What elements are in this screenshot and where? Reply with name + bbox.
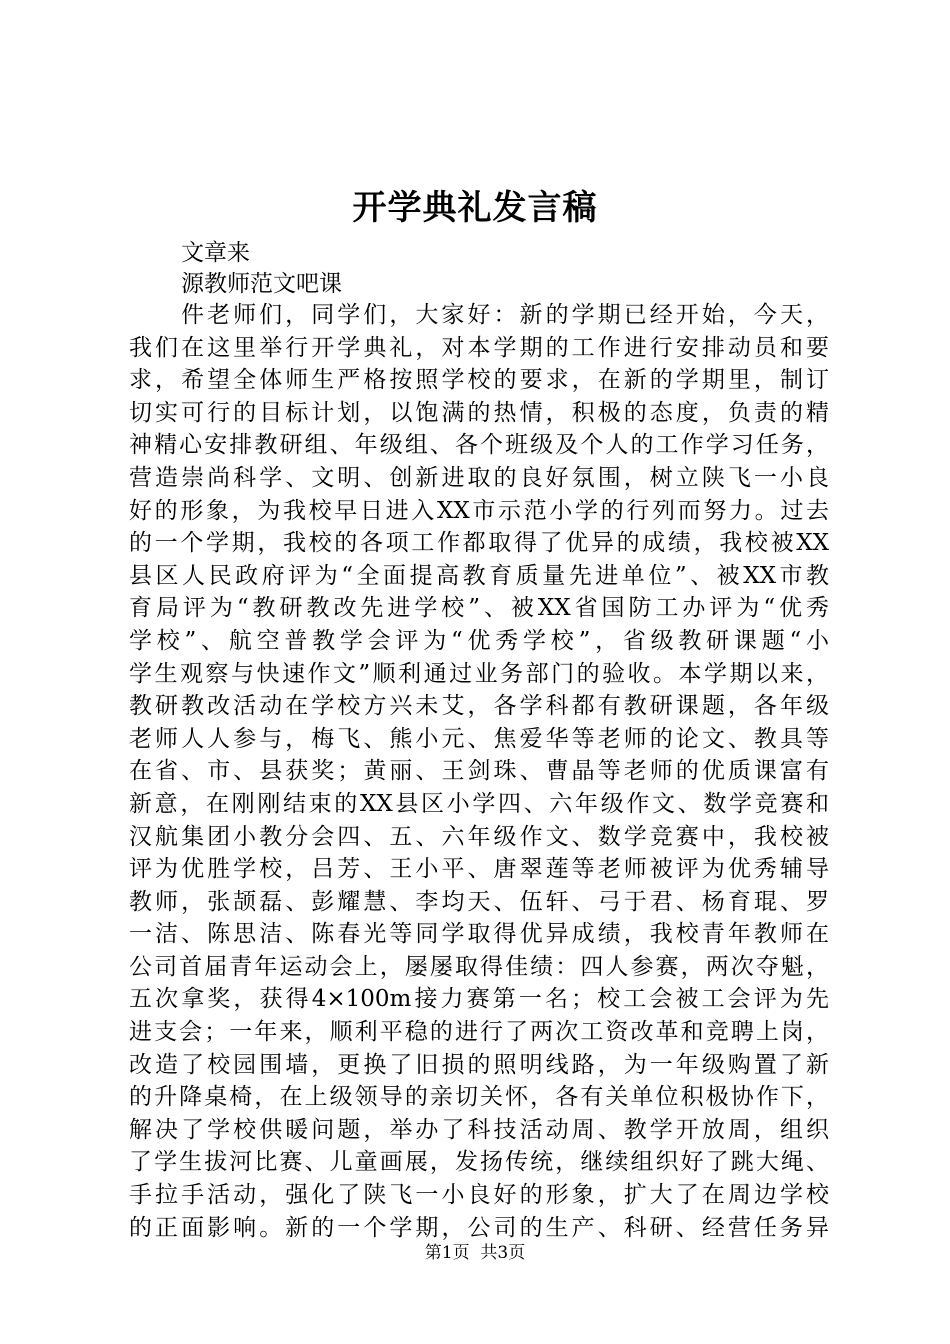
body-line: 县区人民政府评为“全面提高教育质量先进单位”、被XX市教 xyxy=(129,562,829,589)
body-paragraph xyxy=(129,299,829,1244)
body-line: 进支会；一年来，顺利平稳的进行了两次工资改革和竞聘上岗， xyxy=(129,1019,829,1046)
body-line: 教研教改活动在学校方兴未艾，各学科都有教研课题，各年级 xyxy=(129,693,829,720)
document-title: 开学典礼发言稿 xyxy=(352,188,598,228)
body-line: 手拉手活动，强化了陕飞一小良好的形象，扩大了在周边学校 xyxy=(129,1182,829,1209)
body-line: 营造崇尚科学、文明、创新进取的良好氛围，树立陕飞一小良 xyxy=(129,464,829,491)
body-line: 的升降桌椅，在上级领导的亲切关怀，各有关单位积极协作下， xyxy=(129,1084,829,1111)
body-line: 好的形象，为我校早日进入XX市示范小学的行列而努力。过去 xyxy=(129,497,829,524)
body-line: 一洁、陈思洁、陈春光等同学取得优异成绩，我校青年教师在 xyxy=(129,921,829,948)
body-line: 育局评为“教研教改先进学校”、被XX省国防工办评为“优秀 xyxy=(129,595,829,622)
body-line: 求，希望全体师生严格按照学校的要求，在新的学期里，制订 xyxy=(129,367,829,394)
page-number: 第1页 共3页 xyxy=(424,1243,526,1263)
body-line: 的正面影响。新的一个学期，公司的生产、科研、经营任务异 xyxy=(129,1214,829,1241)
body-line: 在省、市、县获奖；黄丽、王剑珠、曹晶等老师的优质课富有 xyxy=(129,758,829,785)
body-line: 学生观察与快速作文”顺利通过业务部门的验收。本学期以来， xyxy=(129,660,829,687)
body-line: 公司首届青年运动会上，屡屡取得佳绩：四人参赛，两次夺魁， xyxy=(129,953,829,980)
body-line: 评为优胜学校，吕芳、王小平、唐翠莲等老师被评为优秀辅导 xyxy=(129,856,829,883)
body-line: 切实可行的目标计划，以饱满的热情，积极的态度，负责的精 xyxy=(129,399,829,426)
body-line: 改造了校园围墙，更换了旧损的照明线路，为一年级购置了新 xyxy=(129,1051,829,1078)
body-line: 了学生拔河比赛、儿童画展，发扬传统，继续组织好了跳大绳、 xyxy=(129,1149,829,1176)
body-line: 我们在这里举行开学典礼，对本学期的工作进行安排动员和要 xyxy=(129,334,829,361)
body-line: 解决了学校供暖问题，举办了科技活动周、教学开放周，组织 xyxy=(129,1116,829,1143)
body-line: 教师，张颉磊、彭耀慧、李均天、伍轩、弓于君、杨育琨、罗 xyxy=(129,888,829,915)
intro-line-2: 源教师范文吧课 xyxy=(181,271,342,297)
body-line: 五次拿奖，获得4×100m接力赛第一名；校工会被工会评为先 xyxy=(129,986,829,1013)
body-line: 学校”、航空普教学会评为“优秀学校”，省级教研课题“小 xyxy=(129,627,829,654)
intro-line-1: 文章来 xyxy=(181,240,250,266)
body-line: 件老师们，同学们，大家好：新的学期已经开始，今天， xyxy=(181,302,829,328)
body-line: 老师人人参与，梅飞、熊小元、焦爱华等老师的论文、教具等 xyxy=(129,725,829,752)
body-line: 新意，在刚刚结束的XX县区小学四、六年级作文、数学竞赛和 xyxy=(129,790,829,817)
body-line: 汉航集团小教分会四、五、六年级作文、数学竞赛中，我校被 xyxy=(129,823,829,850)
body-line: 神精心安排教研组、年级组、各个班级及个人的工作学习任务， xyxy=(129,432,829,459)
body-line: 的一个学期，我校的各项工作都取得了优异的成绩，我校被XX xyxy=(129,530,829,557)
